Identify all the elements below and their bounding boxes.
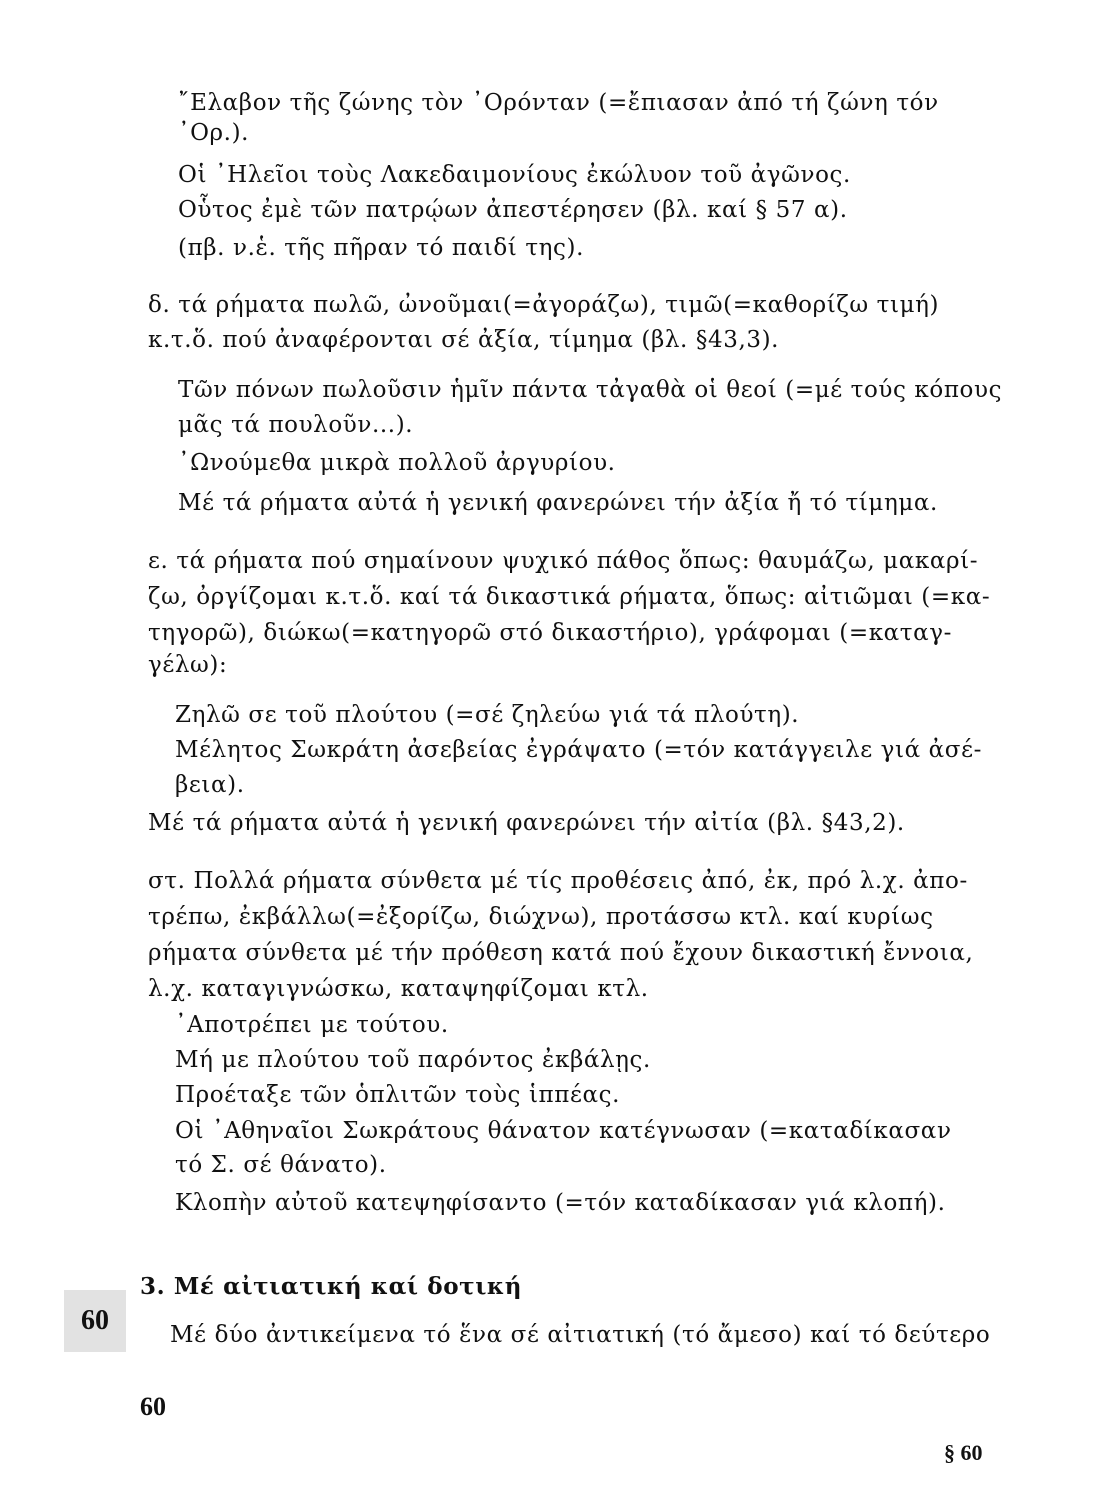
text-line: μᾶς τά πουλοῦν...). <box>178 412 414 438</box>
text-line: κ.τ.ὅ. πού ἀναφέρονται σέ ἀξία, τίμημα (βλ. §43,3). <box>148 327 780 353</box>
text-line: Μέ τά ρήματα αὐτά ἡ γενική φανερώνει τήν ἀξία ἤ τό τίμημα. <box>178 490 938 516</box>
margin-section-number: 60 <box>64 1290 126 1352</box>
page-number: 60 <box>140 1392 166 1421</box>
text-line: Μή με πλούτου τοῦ παρόντος ἐκβάλῃς. <box>175 1047 651 1073</box>
text-line: στ. Πολλά ρήματα σύνθετα μέ τίς προθέσεις ἀπό, ἐκ, πρό λ.χ. ἀπο- <box>148 868 968 894</box>
text-line: τό Σ. σέ θάνατο). <box>175 1152 387 1178</box>
text-line: (πβ. ν.ἑ. τῆς πῆραν τό παιδί της). <box>178 235 584 261</box>
text-line: Ζηλῶ σε τοῦ πλούτου (=σέ ζηλεύω γιά τά πλούτη). <box>175 702 800 728</box>
text-line: ζω, ὀργίζομαι κ.τ.ὅ. καί τά δικαστικά ρήματα, ὅπως: αἰτιῶμαι (=κα- <box>148 584 991 610</box>
text-line: Μέλητος Σωκράτη ἀσεβείας ἐγράψατο (=τόν κατάγγειλε γιά ἀσέ- <box>175 737 982 763</box>
section-heading: 3. Μέ αἰτιατική καί δοτική <box>140 1273 523 1300</box>
text-line: τηγορῶ), διώκω(=κατηγορῶ στό δικαστήριο), γράφομαι (=καταγ- <box>148 620 952 646</box>
text-line: βεια). <box>175 772 245 798</box>
text-line: Κλοπὴν αὐτοῦ κατεψηφίσαντο (=τόν καταδίκασαν γιά κλοπή). <box>175 1190 946 1216</box>
text-line: Οἱ ᾿Ηλεῖοι τοὺς Λακεδαιμονίους ἐκώλυον τοῦ ἀγῶνος. <box>178 162 851 188</box>
text-line: Οὗτος ἐμὲ τῶν πατρῴων ἀπεστέρησεν (βλ. καί § 57 α). <box>178 197 848 223</box>
text-line: Προέταξε τῶν ὁπλιτῶν τοὺς ἱππέας. <box>175 1082 621 1108</box>
text-line: τρέπω, ἐκβάλλω(=ἐξορίζω, διώχνω), προτάσσω κτλ. καί κυρίως <box>148 904 934 930</box>
text-line: Μέ τά ρήματα αὐτά ἡ γενική φανερώνει τήν αἰτία (βλ. §43,2). <box>148 810 905 836</box>
section-mark: § 60 <box>944 1440 983 1465</box>
text-line: λ.χ. καταγιγνώσκω, καταψηφίζομαι κτλ. <box>148 976 649 1002</box>
text-line: ε. τά ρήματα πού σημαίνουν ψυχικό πάθος ὅπως: θαυμάζω, μακαρί- <box>148 548 979 574</box>
text-line: Τῶν πόνων πωλοῦσιν ἡμῖν πάντα τἀγαθὰ οἱ θεοί (=μέ τούς κόπους <box>178 377 1003 403</box>
text-line: ῎Ελαβον τῆς ζώνης τὸν ᾿Ορόνταν (=ἔπιασαν ἀπό τή ζώνη τόν <box>178 90 939 116</box>
text-line: ᾿Ωνούμεθα μικρὰ πολλοῦ ἀργυρίου. <box>178 450 616 476</box>
text-line: ᾿Ορ.). <box>178 120 250 146</box>
text-line: Οἱ ᾿Αθηναῖοι Σωκράτους θάνατον κατέγνωσαν (=καταδίκασαν <box>175 1118 952 1144</box>
text-line: Μέ δύο ἀντικείμενα τό ἕνα σέ αἰτιατική (τό ἄμεσο) καί τό δεύτερο <box>170 1322 991 1348</box>
text-line: ᾿Αποτρέπει με τούτου. <box>175 1012 449 1038</box>
text-line: ρήματα σύνθετα μέ τήν πρόθεση κατά πού ἔχουν δικαστική ἔννοια, <box>148 940 974 966</box>
text-line: γέλω): <box>148 652 228 678</box>
text-line: δ. τά ρήματα πωλῶ, ὠνοῦμαι(=ἀγοράζω), τιμῶ(=καθορίζω τιμή) <box>148 292 940 318</box>
